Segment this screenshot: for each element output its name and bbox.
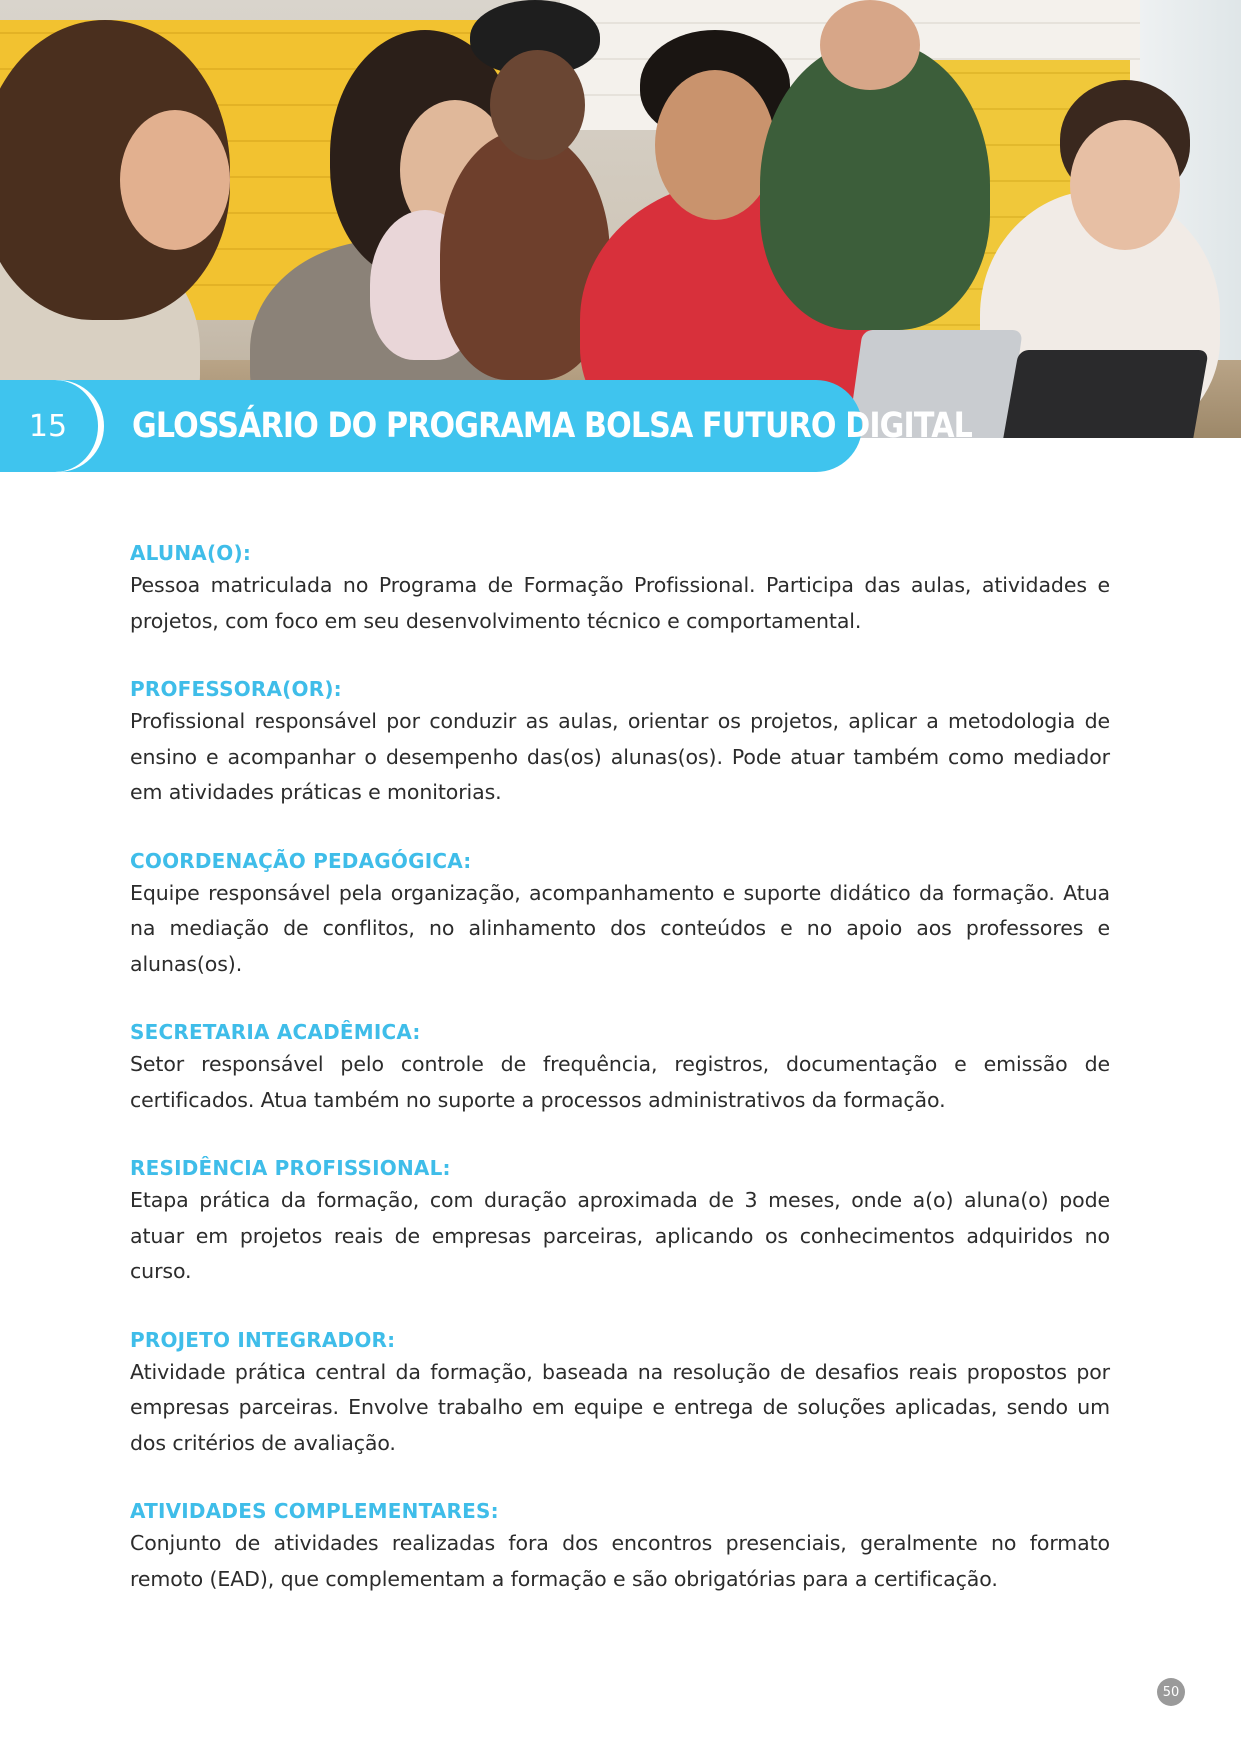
- glossary-term: PROFESSORA(OR):: [130, 677, 342, 701]
- glossary-entry: [130, 1153, 1110, 1290]
- glossary-entry: [130, 846, 1110, 983]
- glossary-term: SECRETARIA ACADÊMICA:: [130, 1020, 421, 1044]
- glossary-term: RESIDÊNCIA PROFISSIONAL:: [130, 1156, 451, 1180]
- person-plaid-face: [820, 0, 920, 90]
- glossary-term: COORDENAÇÃO PEDAGÓGICA:: [130, 848, 472, 873]
- header-photo: [0, 0, 1241, 438]
- glossary-definition: Atividade prática central da formação, baseada na resolução de desafios reais propostos por empresas parceiras. Envolve trabalho em equipe e entrega de soluções aplicadas, sendo um dos critérios de avaliação.: [130, 1359, 1110, 1455]
- person-right-face: [1070, 120, 1180, 250]
- person-left-face: [120, 110, 230, 250]
- glossary-term: ALUNA(O):: [130, 541, 252, 565]
- glossary-definition: Equipe responsável pela organização, acompanhamento e suporte didático da formação. Atua na mediação de conflitos, no alinhamento dos conteúdos e no apoio aos professores e alunas(os).: [130, 880, 1110, 976]
- section-number: 15: [28, 408, 68, 444]
- glossary-entry: [130, 538, 1110, 639]
- glossary-term: ATIVIDADES COMPLEMENTARES:: [130, 1499, 499, 1523]
- glossary-definition: Pessoa matriculada no Programa de Formação Profissional. Participa das aulas, atividades e projetos, com foco em seu desenvolvimento técnico e comportamental.: [130, 573, 1110, 633]
- section-number-tab: [0, 380, 101, 472]
- glossary-entry: [130, 674, 1110, 811]
- glossary-definition: Profissional responsável por conduzir as aulas, orientar os projetos, aplicar a metodologia de ensino e acompanhar o desempenho das(os) alunas(os). Pode atuar também como mediador em atividades práticas e monitorias.: [130, 709, 1110, 804]
- glossary-definition: Etapa prática da formação, com duração aproximada de 3 meses, onde a(o) aluna(o) pode atuar em projetos reais de empresas parceiras, aplicando os conhecimentos adquiridos no curso.: [130, 1188, 1110, 1283]
- person-beanie-face: [490, 50, 585, 160]
- laptop-black: [1001, 350, 1209, 438]
- page-title: GLOSSÁRIO DO PROGRAMA BOLSA FUTURO DIGITAL: [132, 406, 972, 446]
- glossary-entry: [130, 1017, 1110, 1118]
- page-number: 50: [1162, 1684, 1180, 1700]
- glossary-definition: Setor responsável pelo controle de frequência, registros, documentação e emissão de certificados. Atua também no suporte a processos administrativos da formação.: [130, 1052, 1110, 1112]
- glossary-term: PROJETO INTEGRADOR:: [130, 1327, 396, 1352]
- glossary-definition: Conjunto de atividades realizadas fora dos encontros presenciais, geralmente no formato remoto (EAD), que complementam a formação e são obrigatórias para a certificação.: [130, 1531, 1110, 1591]
- glossary-entry: [130, 1325, 1110, 1462]
- glossary-entry: [130, 1496, 1110, 1597]
- person-red-face: [655, 70, 775, 220]
- page-number-badge: [1157, 1678, 1185, 1706]
- glossary: [130, 538, 1110, 1632]
